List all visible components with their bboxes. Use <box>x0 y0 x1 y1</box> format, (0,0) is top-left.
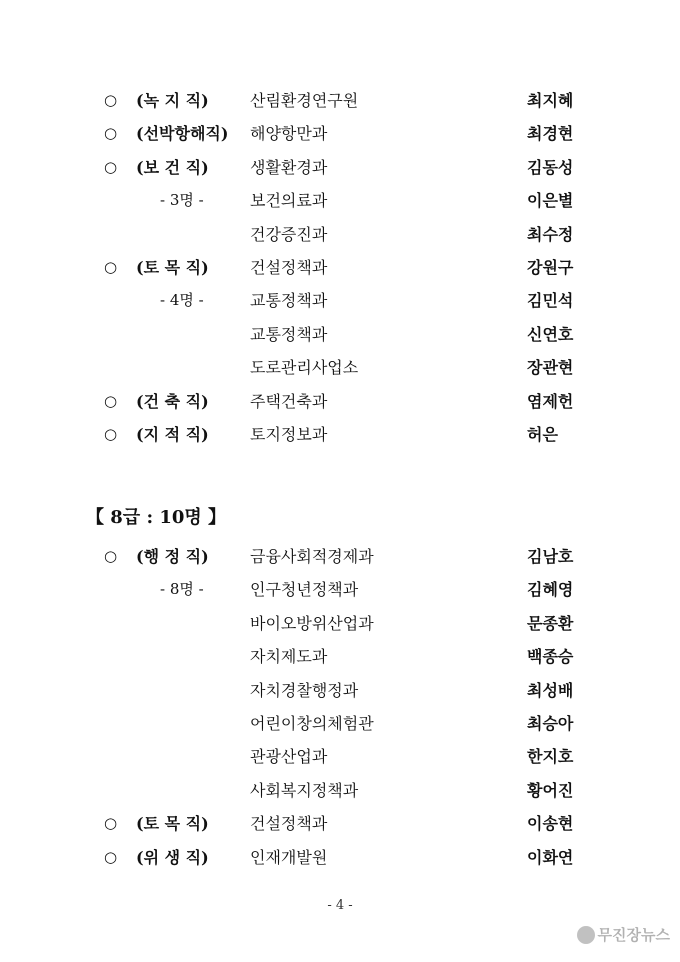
list-item <box>0 674 680 707</box>
list-item <box>0 84 680 117</box>
person-name: 이은별 <box>527 191 574 211</box>
headcount-label: - 4명 - <box>160 291 204 310</box>
job-category: (토 목 직) <box>136 258 209 277</box>
list-item <box>0 540 680 573</box>
bullet-icon: ○ <box>104 847 118 866</box>
list-item <box>0 573 680 606</box>
headcount-label: - 3명 - <box>160 191 204 210</box>
bullet-icon: ○ <box>104 124 118 143</box>
bullet-icon: ○ <box>104 814 118 833</box>
bullet-icon: ○ <box>104 547 118 565</box>
person-name: 장관현 <box>527 358 574 378</box>
list-item <box>0 607 680 640</box>
department: 바이오방위산업과 <box>250 613 374 633</box>
section-heading-grade-8: 【 8급 : 10명 】 <box>86 507 227 528</box>
department: 해양항만과 <box>250 124 328 144</box>
job-category: (건 축 직) <box>136 391 209 411</box>
department: 사회복지정책과 <box>250 780 359 800</box>
person-name: 김남호 <box>527 547 574 566</box>
list-item <box>0 740 680 773</box>
list-item <box>0 351 680 384</box>
watermark-logo-icon <box>577 926 595 944</box>
list-item <box>0 318 680 351</box>
department: 관광산업과 <box>250 747 328 767</box>
list-item <box>0 251 680 284</box>
department: 주택건축과 <box>250 391 328 411</box>
list-item <box>0 640 680 673</box>
person-name: 염제헌 <box>527 391 574 411</box>
list-item <box>0 707 680 740</box>
person-name: 이화연 <box>527 847 574 867</box>
bullet-icon: ○ <box>104 91 118 109</box>
job-category: (행 정 직) <box>136 547 209 566</box>
list-item <box>0 218 680 251</box>
bullet-icon: ○ <box>104 157 118 176</box>
person-name: 허은 <box>527 425 558 444</box>
job-category: (보 건 직) <box>136 157 209 177</box>
department: 건강증진과 <box>250 224 328 244</box>
department: 어린이창의체험관 <box>250 714 374 733</box>
list-item <box>0 284 680 317</box>
department: 교통정책과 <box>250 324 328 344</box>
job-category: (선박항해직) <box>136 124 229 144</box>
page-number: - 4 - <box>327 898 353 913</box>
list-item <box>0 184 680 217</box>
department: 토지정보과 <box>250 425 328 444</box>
list-item <box>0 151 680 184</box>
person-name: 최승아 <box>527 714 574 733</box>
person-name: 강원구 <box>527 258 574 277</box>
department: 도로관리사업소 <box>250 358 359 378</box>
watermark <box>577 924 670 945</box>
headcount-label: - 8명 - <box>160 580 204 599</box>
list-item <box>0 117 680 150</box>
person-name: 최경현 <box>527 124 574 144</box>
department: 건설정책과 <box>250 814 328 834</box>
department: 생활환경과 <box>250 157 328 177</box>
person-name: 한지호 <box>527 747 574 767</box>
department: 교통정책과 <box>250 291 328 311</box>
job-category: (녹 지 직) <box>136 91 209 110</box>
job-category: (위 생 직) <box>136 847 209 867</box>
person-name: 최성배 <box>527 680 574 700</box>
list-item <box>0 774 680 807</box>
bullet-icon: ○ <box>104 258 118 276</box>
list-item <box>0 841 680 874</box>
person-name: 김동성 <box>527 157 574 177</box>
person-name: 최수정 <box>527 224 574 244</box>
person-name: 최지혜 <box>527 91 574 110</box>
list-item <box>0 807 680 840</box>
person-name: 신연호 <box>527 324 574 344</box>
department: 인구청년정책과 <box>250 580 359 600</box>
person-name: 김민석 <box>527 291 574 311</box>
person-name: 문종환 <box>527 613 574 633</box>
department: 자치제도과 <box>250 647 328 667</box>
person-name: 백종승 <box>527 647 574 667</box>
person-name: 황어진 <box>527 780 574 800</box>
department: 인재개발원 <box>250 847 328 867</box>
department: 산림환경연구원 <box>250 91 359 110</box>
person-name: 이송현 <box>527 814 574 834</box>
department: 자치경찰행정과 <box>250 680 359 700</box>
person-name: 김혜영 <box>527 580 574 600</box>
bullet-icon: ○ <box>104 391 118 410</box>
list-item <box>0 385 680 418</box>
watermark-text: 무진장뉴스 <box>597 926 670 944</box>
bullet-icon: ○ <box>104 425 118 443</box>
department: 건설정책과 <box>250 258 328 277</box>
job-category: (토 목 직) <box>136 814 209 834</box>
list-item <box>0 418 680 451</box>
department: 보건의료과 <box>250 191 328 211</box>
department: 금융사회적경제과 <box>250 547 374 566</box>
job-category: (지 적 직) <box>136 425 209 444</box>
